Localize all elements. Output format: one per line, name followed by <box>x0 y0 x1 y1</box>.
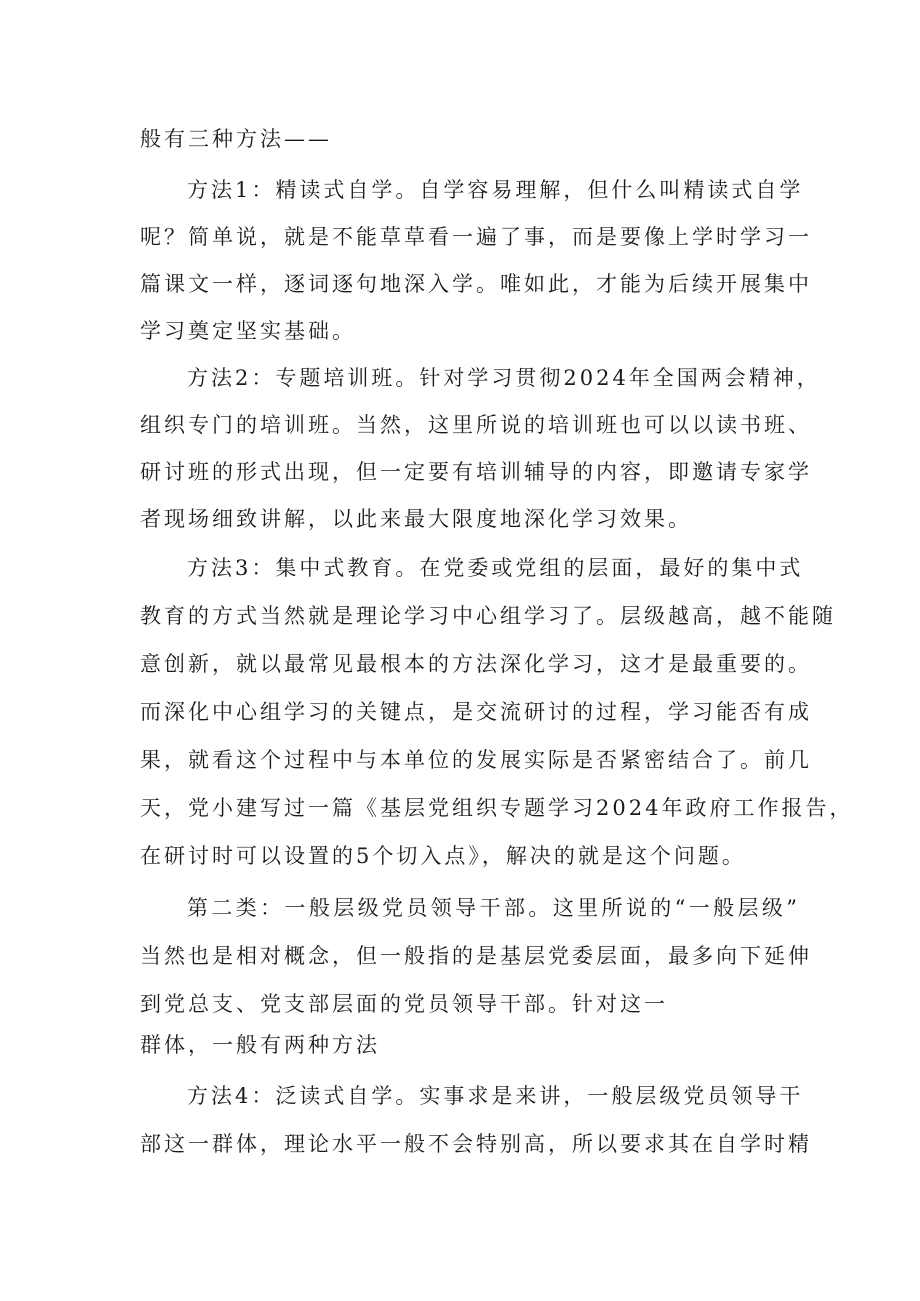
text-line: 在研讨时可以设置的5个切入点》，解决的就是这个问题。 <box>140 844 746 868</box>
text-line: 教育的方式当然就是理论学习中心组学习了。层级越高，越不能随 <box>140 604 836 628</box>
paragraph-category-2-line: 第二类：一般层级党员领导干部。这里所说的“一般层级” <box>187 896 800 920</box>
text-line: 天，党小建写过一篇《基层党组织专题学习2024年政府工作报告， <box>140 796 854 820</box>
text-line: 而深化中心组学习的关键点，是交流研讨的过程，学习能否有成 <box>140 700 812 724</box>
text-line: 组织专门的培训班。当然，这里所说的培训班也可以以读书班、 <box>140 413 812 437</box>
text-line: 篇课文一样，逐词逐句地深入学。唯如此，才能为后续开展集中 <box>140 272 812 296</box>
paragraph-method-1-line: 方法1：精读式自学。自学容易理解，但什么叫精读式自学 <box>187 178 804 202</box>
paragraph-method-2-line: 方法2：专题培训班。针对学习贯彻2024年全国两会精神， <box>187 366 821 390</box>
paragraph-method-3-line: 方法3：集中式教育。在党委或党组的层面，最好的集中式 <box>187 556 804 580</box>
text-line: 到党总支、党支部层面的党员领导干部。针对这一 <box>140 992 668 1016</box>
text-line: 学习奠定坚实基础。 <box>140 319 356 343</box>
text-line: 般有三种方法—— <box>140 127 332 151</box>
text-line: 部这一群体，理论水平一般不会特别高，所以要求其在自学时精 <box>140 1132 812 1156</box>
text-line: 群体，一般有两种方法 <box>140 1033 380 1057</box>
text-line: 者现场细致讲解，以此来最大限度地深化学习效果。 <box>140 507 692 531</box>
text-line: 研讨班的形式出现，但一定要有培训辅导的内容，即邀请专家学 <box>140 460 812 484</box>
text-line: 果，就看这个过程中与本单位的发展实际是否紧密结合了。前几 <box>140 748 812 772</box>
paragraph-method-4-line: 方法4：泛读式自学。实事求是来讲，一般层级党员领导干 <box>187 1084 804 1108</box>
text-line: 意创新，就以最常见最根本的方法深化学习，这才是最重要的。 <box>140 652 812 676</box>
text-line: 呢？简单说，就是不能草草看一遍了事，而是要像上学时学习一 <box>140 225 812 249</box>
text-line: 当然也是相对概念，但一般指的是基层党委层面，最多向下延伸 <box>140 944 812 968</box>
